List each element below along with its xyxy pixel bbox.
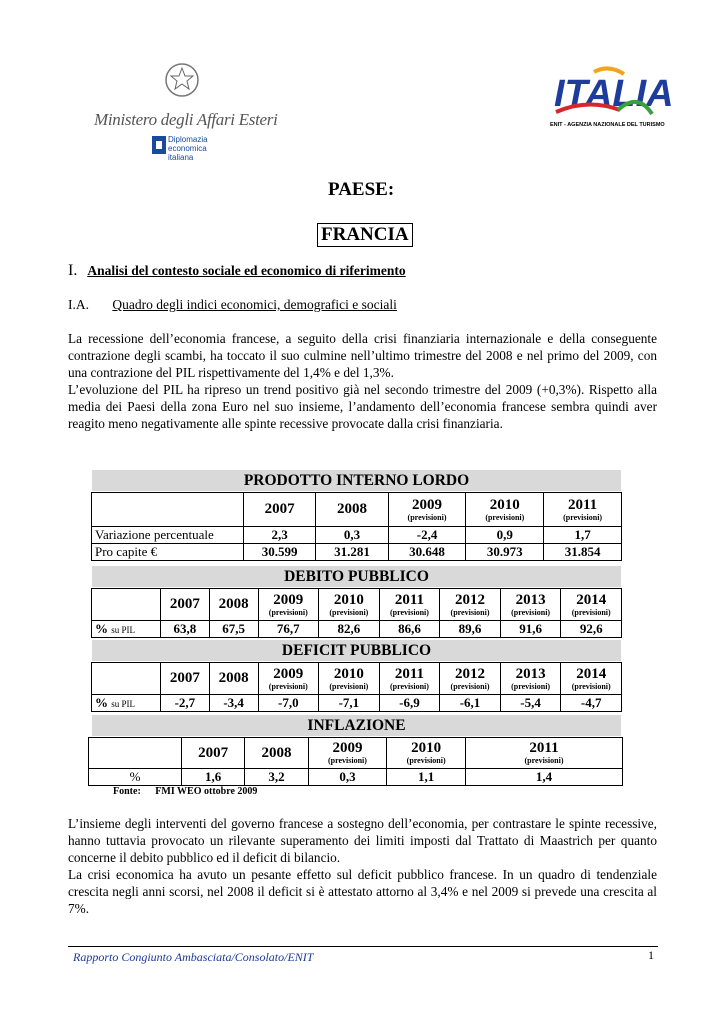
deficit-value: -4,7 [561, 695, 622, 712]
debito-year-cell: 2012 (previsioni) [440, 589, 501, 621]
deficit-value: -3,4 [209, 695, 258, 712]
deficit-table [91, 662, 622, 712]
deficit-value: -7,0 [258, 695, 319, 712]
debito-corner [92, 589, 161, 621]
deficit-year-cell: 2013 (previsioni) [500, 663, 561, 695]
deficit-corner [92, 663, 161, 695]
emblem-icon [164, 60, 200, 100]
debito-table [91, 588, 622, 638]
paese-label: PAESE: [328, 179, 395, 200]
footer-divider [68, 946, 658, 947]
deficit-year-cell: 2012 (previsioni) [440, 663, 501, 695]
pil-value: 30.648 [388, 544, 466, 561]
debito-value: 63,8 [161, 621, 210, 638]
debito-value: 76,7 [258, 621, 319, 638]
inflazione-value: 3,2 [245, 769, 308, 786]
debito-value: 89,6 [440, 621, 501, 638]
deficit-year-cell: 2014 (previsioni) [561, 663, 622, 695]
inflazione-corner [89, 738, 182, 769]
pil-row-label: Variazione percentuale [92, 527, 244, 544]
debito-value: 91,6 [500, 621, 561, 638]
debito-year-cell: 2008 [209, 589, 258, 621]
deficit-year-cell: 2009 (previsioni) [258, 663, 319, 695]
deficit-value: -2,7 [161, 695, 210, 712]
deficit-value: -7,1 [319, 695, 380, 712]
pil-value: -2,4 [388, 527, 466, 544]
pil-year-cell: 2009 (previsioni) [388, 493, 466, 527]
pil-table [91, 492, 622, 561]
debito-year-cell: 2009 (previsioni) [258, 589, 319, 621]
pil-year-cell: 2011 (previsioni) [544, 493, 622, 527]
pil-year-cell: 2010 (previsioni) [466, 493, 544, 527]
pil-value: 31.854 [544, 544, 622, 561]
inflazione-row-label: % [89, 769, 182, 786]
pil-value: 31.281 [316, 544, 388, 561]
debito-year-cell: 2007 [161, 589, 210, 621]
page-number: 1 [648, 948, 654, 962]
svg-text:ITALIA: ITALIA [554, 73, 674, 115]
section-1a-heading: I.A. Quadro degli indici economici, demografici e sociali [68, 297, 397, 312]
deficit-row-label: % su PIL [92, 695, 161, 712]
deficit-value: -6,1 [440, 695, 501, 712]
debito-title: DEBITO PUBBLICO [92, 566, 621, 587]
section-1-heading: I. Analisi del contesto sociale ed economico di riferimento [68, 262, 406, 279]
pil-year-cell: 2007 [244, 493, 316, 527]
pil-row-label: Pro capite € [92, 544, 244, 561]
debito-year-cell: 2010 (previsioni) [319, 589, 380, 621]
pil-value: 1,7 [544, 527, 622, 544]
pil-value: 2,3 [244, 527, 316, 544]
footer-text: Rapporto Congiunto Ambasciata/Consolato/ENIT [73, 950, 314, 964]
inflazione-value: 1,1 [387, 769, 466, 786]
debito-year-cell: 2014 (previsioni) [561, 589, 622, 621]
enit-caption: ENIT - AGENZIA NAZIONALE DEL TURISMO [550, 122, 665, 128]
debito-value: 86,6 [379, 621, 440, 638]
enit-logo [548, 62, 674, 132]
deficit-title: DEFICIT PUBBLICO [92, 640, 621, 661]
inflazione-year-cell: 2007 [182, 738, 245, 769]
pil-value: 30.973 [466, 544, 544, 561]
pil-value: 0,9 [466, 527, 544, 544]
debito-row-label: % su PIL [92, 621, 161, 638]
paragraph-2: L’evoluzione del PIL ha ripreso un trend positivo già nel secondo trimestre del 2009 (+0,3%). Rispetto alla media dei Paesi della zona Euro nel suo insieme, l’andamento dell’economia francese sembra quindi aver reagito meno negativamente alle spinte recessive provocate dalla crisi finanziaria. [68, 382, 657, 431]
pil-year-cell: 2008 [316, 493, 388, 527]
source-note: Fonte: FMI WEO ottobre 2009 [113, 786, 258, 797]
diplomacy-label: Diplomazia economica italiana [168, 135, 208, 162]
debito-year-cell: 2011 (previsioni) [379, 589, 440, 621]
inflazione-table [88, 737, 623, 786]
debito-value: 92,6 [561, 621, 622, 638]
inflazione-year-cell: 2009 (previsioni) [308, 738, 387, 769]
intro-text [68, 330, 657, 432]
pil-corner [92, 493, 244, 527]
paragraph-1: La recessione dell’economia francese, a seguito della crisi finanziaria internazionale e della conseguente contrazione degli scambi, ha toccato il suo culmine nell’ultimo trimestre del 2008 e nel primo del 2009, con una contrazione del PIL rispettivamente del 1,4% e del 1,3%. [68, 331, 657, 380]
debito-year-cell: 2013 (previsioni) [500, 589, 561, 621]
inflazione-value: 1,6 [182, 769, 245, 786]
inflazione-value: 0,3 [308, 769, 387, 786]
deficit-year-cell: 2008 [209, 663, 258, 695]
deficit-year-cell: 2010 (previsioni) [319, 663, 380, 695]
italia-logo-icon [548, 62, 674, 120]
diplomacy-flag-icon [152, 136, 166, 154]
pil-value: 30.599 [244, 544, 316, 561]
inflazione-value: 1,4 [466, 769, 623, 786]
ministry-logo [86, 60, 276, 170]
inflazione-year-cell: 2008 [245, 738, 308, 769]
deficit-value: -5,4 [500, 695, 561, 712]
pil-value: 0,3 [316, 527, 388, 544]
deficit-year-cell: 2007 [161, 663, 210, 695]
debito-value: 82,6 [319, 621, 380, 638]
inflazione-year-cell: 2010 (previsioni) [387, 738, 466, 769]
country-title: FRANCIA [317, 223, 413, 247]
ministry-name: Ministero degli Affari Esteri [94, 110, 278, 129]
inflazione-year-cell: 2011 (previsioni) [466, 738, 623, 769]
lower-text [68, 815, 657, 917]
deficit-value: -6,9 [379, 695, 440, 712]
inflazione-title: INFLAZIONE [92, 715, 621, 736]
paragraph-4: La crisi economica ha avuto un pesante effetto sul deficit pubblico francese. In un quadro di tendenziale crescita negli anni scorsi, nel 2008 il deficit si è attestato attorno al 3,4% e nel 2009 si prevede una crescita al 7%. [68, 867, 657, 916]
pil-title: PRODOTTO INTERNO LORDO [92, 470, 621, 491]
paragraph-3: L’insieme degli interventi del governo francese a sostegno dell’economia, per contrastare le spinte recessive, hanno tuttavia provocato un rilevante superamento dei limiti imposti dal Trattato di Maastrich per quanto concerne il debito pubblico ed il deficit di bilancio. [68, 816, 657, 865]
debito-value: 67,5 [209, 621, 258, 638]
deficit-year-cell: 2011 (previsioni) [379, 663, 440, 695]
